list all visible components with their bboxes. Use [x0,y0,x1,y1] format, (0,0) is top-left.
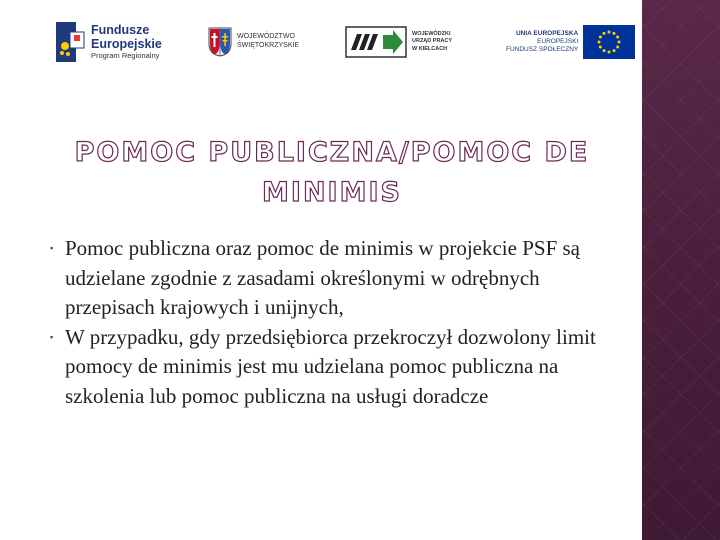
wojewodztwo-line1: WOJEWÓDZTWO [237,33,295,41]
bullet-item [50,234,610,323]
slide-content [50,234,610,411]
wup-arrow-logo-icon [345,26,407,58]
eu-star [616,46,619,49]
logo-bar [48,14,678,70]
wojewodztwo-text [237,33,299,51]
urzad-pracy-line3: W KIELCACH [412,45,448,52]
urzad-pracy-line1: WOJEWÓDZKI [412,30,451,37]
slide-title: POMOC PUBLICZNA/POMOC DE MINIMIS [74,137,590,208]
urzad-pracy-line2: URZĄD PRACY [412,38,453,45]
urzad-pracy-logo [345,14,452,70]
eu-star [603,32,606,35]
bullet-icon: ▪ [50,243,54,253]
eu-star [603,49,606,52]
fundusze-europejskie-text [91,24,162,59]
fundusze-europejskie-logo [56,14,162,70]
eu-star [608,51,611,54]
bullet-icon: ▪ [50,331,54,342]
eu-star [598,41,601,44]
eu-star [616,36,619,39]
urzad-pracy-text [412,31,452,53]
eu-star [599,36,602,39]
unia-line1: UNIA EUROPEJSKA [515,30,579,38]
eu-star [613,49,616,52]
unia-line3: FUNDUSZ SPOŁECZNY [506,45,579,53]
eu-star [613,32,616,35]
bullet-text: Pomoc publiczna oraz pomoc de minimis w projekcie PSF są udzielane zgodnie z zasadami określonymi w odrębnych przepisach krajowych i unijnych, [65,236,580,319]
eu-star [608,31,611,34]
eu-star [599,46,602,49]
unia-line2: EUROPEJSKI [537,38,579,46]
wojewodztwo-logo [208,14,299,70]
swietokrzyskie-crest-icon [208,27,232,57]
unia-europejska-logo [506,14,635,70]
bullet-text: W przypadku, gdy przedsiębiorca przekroczył dozwolony limit pomocy de minimis jest mu udzielana pomoc publiczna na szkolenia lub pomoc publiczna na usługi doradcze [65,324,596,408]
fundusze-line1: Fundusze [91,23,150,38]
decorative-side-panel [642,0,720,540]
fundusze-line3: Program Regionalny [91,50,160,60]
eu-flag-icon [583,25,635,59]
fundusze-europejskie-logo-icon [56,22,86,62]
fundusze-line2: Europejskie [91,36,162,51]
unia-europejska-text [506,30,578,53]
wojewodztwo-line2: ŚWIĘTOKRZYSKIE [237,42,300,49]
eu-star [618,41,621,44]
bullet-item [50,323,610,412]
